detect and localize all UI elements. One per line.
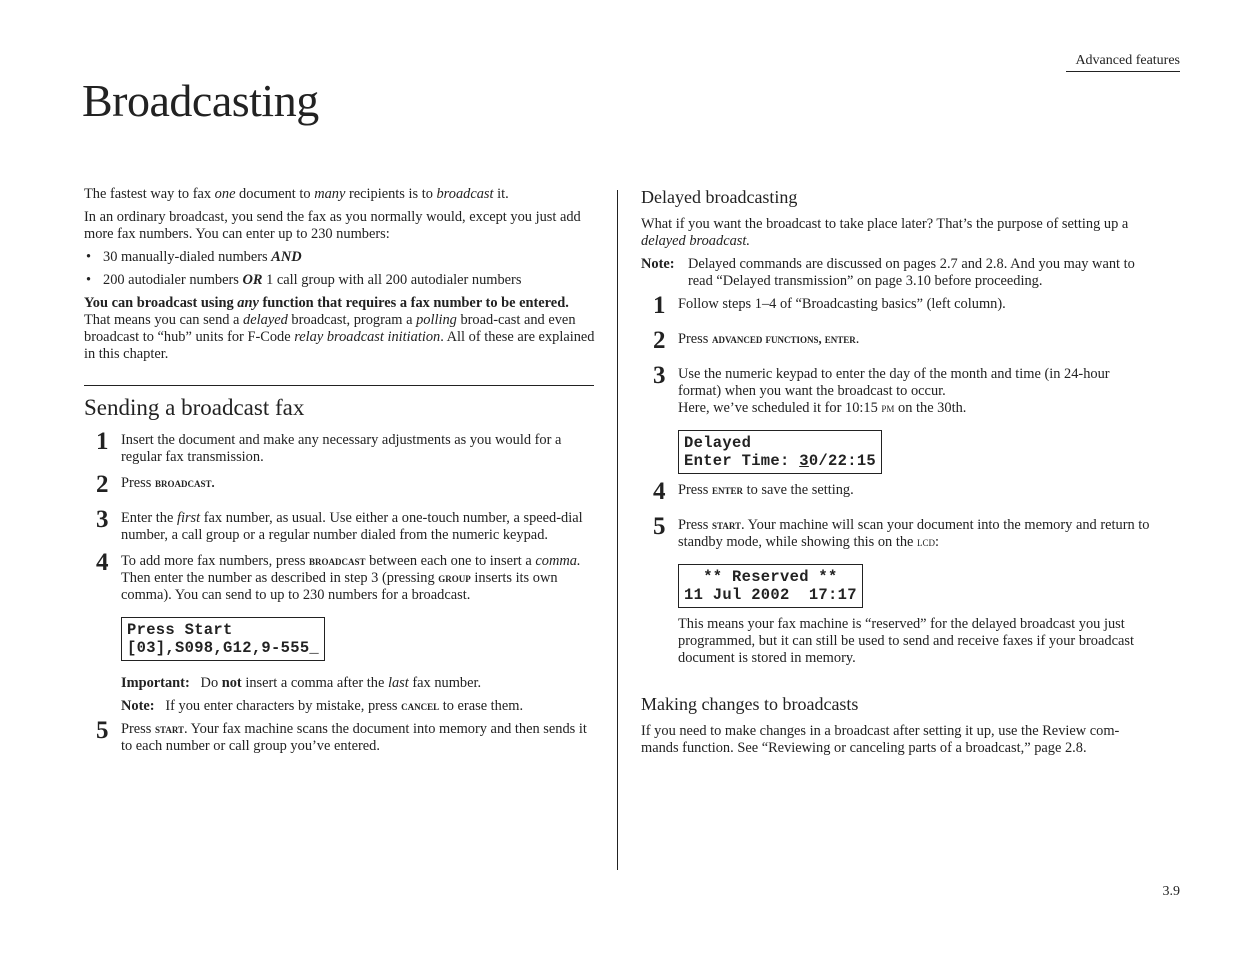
step-2: 2 Press broadcast. bbox=[96, 471, 215, 498]
left-column bbox=[84, 186, 596, 764]
step-3: 3 Enter the first fax number, as usual. Use either a one-touch number, a speed-dial number, a call group or a regular number dialed from the numeric keypad. bbox=[96, 506, 583, 543]
page-number: 3.9 bbox=[1162, 884, 1180, 899]
bullet-item: • 30 manually-dialed numbers AND bbox=[86, 249, 302, 265]
right-column bbox=[641, 186, 1151, 763]
running-header: Advanced features bbox=[1066, 53, 1180, 72]
step-2: 2 Press advanced functions, enter. bbox=[653, 327, 860, 354]
delayed-intro: What if you want the broadcast to take place later? That’s the purpose of setting up a delayed broadcast. bbox=[641, 216, 1129, 249]
step-5: 5 Press start. Your fax machine scans the document into memory and then sends it to each number or call group you’ve entered. bbox=[96, 717, 587, 754]
bullet-item: • 200 autodialer numbers OR 1 call group with all 200 autodialer numbers bbox=[86, 272, 522, 288]
page-title: Broadcasting bbox=[82, 75, 319, 126]
step-3: 3 Use the numeric keypad to enter the day of the month and time (in 24-hour format) when you want the broadcast to occur. Here, we’ve scheduled it for 10:15 pm on the 30th. bbox=[653, 362, 1110, 416]
section-heading-sending: Sending a broadcast fax bbox=[84, 395, 305, 420]
step-4: 4 To add more fax numbers, press broadcast between each one to insert a comma. Then enter the number as described in step 3 (pressing group inserts its own comma). You can send to up to 230 numbers for a broadcast. bbox=[96, 549, 581, 603]
lcd-display-delayed: Delayed Enter Time: 30/22:15 bbox=[678, 430, 882, 474]
note: Note: Delayed commands are discussed on pages 2.7 and 2.8. And you may want to read “Delayed transmission” on page 3.10 before proceeding. bbox=[641, 256, 1135, 289]
section-divider bbox=[84, 385, 594, 386]
step-1: 1 Follow steps 1–4 of “Broadcasting basics” (left column). bbox=[653, 292, 1006, 319]
section-heading-changes: Making changes to broadcasts bbox=[641, 694, 859, 714]
step-4: 4 Press enter to save the setting. bbox=[653, 478, 854, 505]
step-1: 1 Insert the document and make any necessary adjustments as you would for a regular fax transmission. bbox=[96, 428, 562, 465]
lcd-display-reserved: ** Reserved ** 11 Jul 2002 17:17 bbox=[678, 564, 863, 608]
step-5: 5 Press start. Your machine will scan your document into the memory and return to standby mode, while showing this on the lcd: bbox=[653, 513, 1150, 550]
intro-paragraph-3: You can broadcast using any function that requires a fax number to be entered. That means you can send a delayed broadcast, program a polling broad-cast and even broadcast to “hub” units for F-Code relay broadcast initiation. All of these are explained in this chapter. bbox=[84, 295, 595, 362]
important-note: Important: Do not insert a comma after the last fax number. bbox=[121, 675, 482, 691]
lcd-display: Press Start [03],S098,G12,9-555_ bbox=[121, 617, 325, 661]
note: Note: If you enter characters by mistake, press cancel to erase them. bbox=[121, 698, 524, 714]
intro-paragraph-2: In an ordinary broadcast, you send the fax as you normally would, except you just add more fax numbers. You can enter up to 230 numbers: bbox=[84, 209, 581, 242]
reserved-explanation: This means your fax machine is “reserved” for the delayed broadcast you just programmed, but it can still be used to send and receive faxes if your broadcast document is stored in memory. bbox=[678, 616, 1134, 666]
column-divider bbox=[617, 190, 618, 870]
section-heading-delayed: Delayed broadcasting bbox=[641, 187, 798, 207]
changes-paragraph: If you need to make changes in a broadcast after setting it up, use the Review com-mands function. See “Reviewing or canceling parts of a broadcast,” page 2.8. bbox=[641, 723, 1120, 756]
intro-paragraph-1: The fastest way to fax one document to many recipients is to broadcast it. bbox=[84, 186, 509, 202]
